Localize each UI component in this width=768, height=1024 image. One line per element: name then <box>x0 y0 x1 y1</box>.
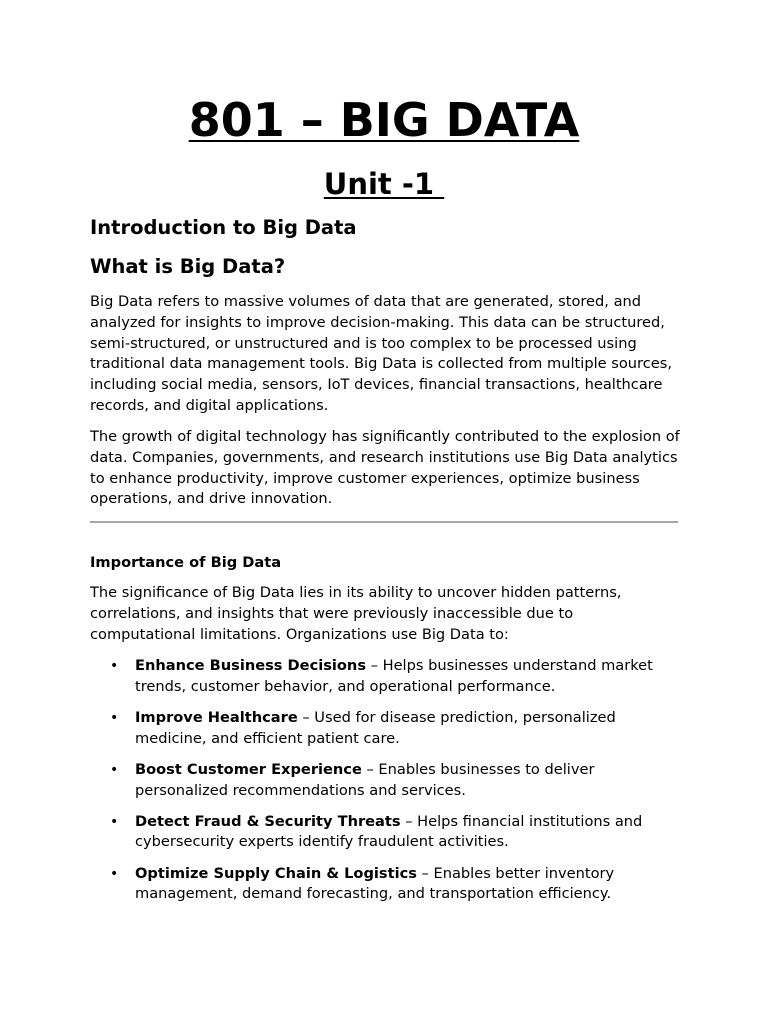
importance-intro: The significance of Big Data lies in its ability to uncover hidden patterns, correlations, and insights that were previously inaccessible due to computational limitations. Organizations use Big Data to: <box>90 584 622 643</box>
list-item-description: – Enables businesses to deliver personalized recommendations and services. <box>135 760 595 799</box>
list-item-term: Enhance Business Decisions <box>135 657 367 674</box>
bullet-icon: • <box>110 813 119 830</box>
importance-list <box>90 656 680 915</box>
horizontal-divider <box>90 521 678 523</box>
list-item-term: Boost Customer Experience <box>135 760 362 778</box>
unit-title: Unit -1 <box>323 167 445 201</box>
list-item-term: Improve Healthcare <box>135 708 298 726</box>
list-item-description: – Helps businesses understand market trends, customer behavior, and operational performance. <box>135 657 653 695</box>
bullet-icon: • <box>110 761 119 778</box>
list-item-description: – Used for disease prediction, personalized medicine, and efficient patient care. <box>135 708 616 747</box>
bullet-icon: • <box>110 658 119 674</box>
list-item <box>90 812 680 854</box>
list-item-description: – Helps financial institutions and cybersecurity experts identify fraudulent activities. <box>135 812 643 851</box>
document-title: 801 – BIG DATA <box>188 93 580 147</box>
importance-heading: Importance of Big Data <box>90 554 282 571</box>
list-item-term: Detect Fraud & Security Threats <box>135 812 401 830</box>
section-heading: Introduction to Big Data <box>90 216 357 239</box>
bullet-icon: • <box>110 865 119 882</box>
list-item-description: – Enables better inventory management, demand forecasting, and transportation efficiency. <box>135 864 615 903</box>
list-item <box>90 708 680 750</box>
paragraph-growth: The growth of digital technology has significantly contributed to the explosion of data. Companies, governments, and research institutions use Big Data analytics to enhance productivity, improve customer experiences, optimize business operations, and drive innovation. <box>90 428 680 508</box>
list-item <box>90 656 680 698</box>
list-item <box>90 864 680 906</box>
list-item-term: Optimize Supply Chain & Logistics <box>135 864 417 882</box>
paragraph-definition: Big Data refers to massive volumes of data that are generated, stored, and analyzed for insights to improve decision-making. This data can be structured, semi-structured, or unstructured and is too complex to be processed using traditional data management tools. Big Data is collected from multiple sources, including social media, sensors, IoT devices, financial transactions, healthcare records, and digital applications. <box>90 293 672 414</box>
list-item <box>90 760 680 802</box>
subsection-heading: What is Big Data? <box>90 255 286 278</box>
bullet-icon: • <box>110 709 119 726</box>
